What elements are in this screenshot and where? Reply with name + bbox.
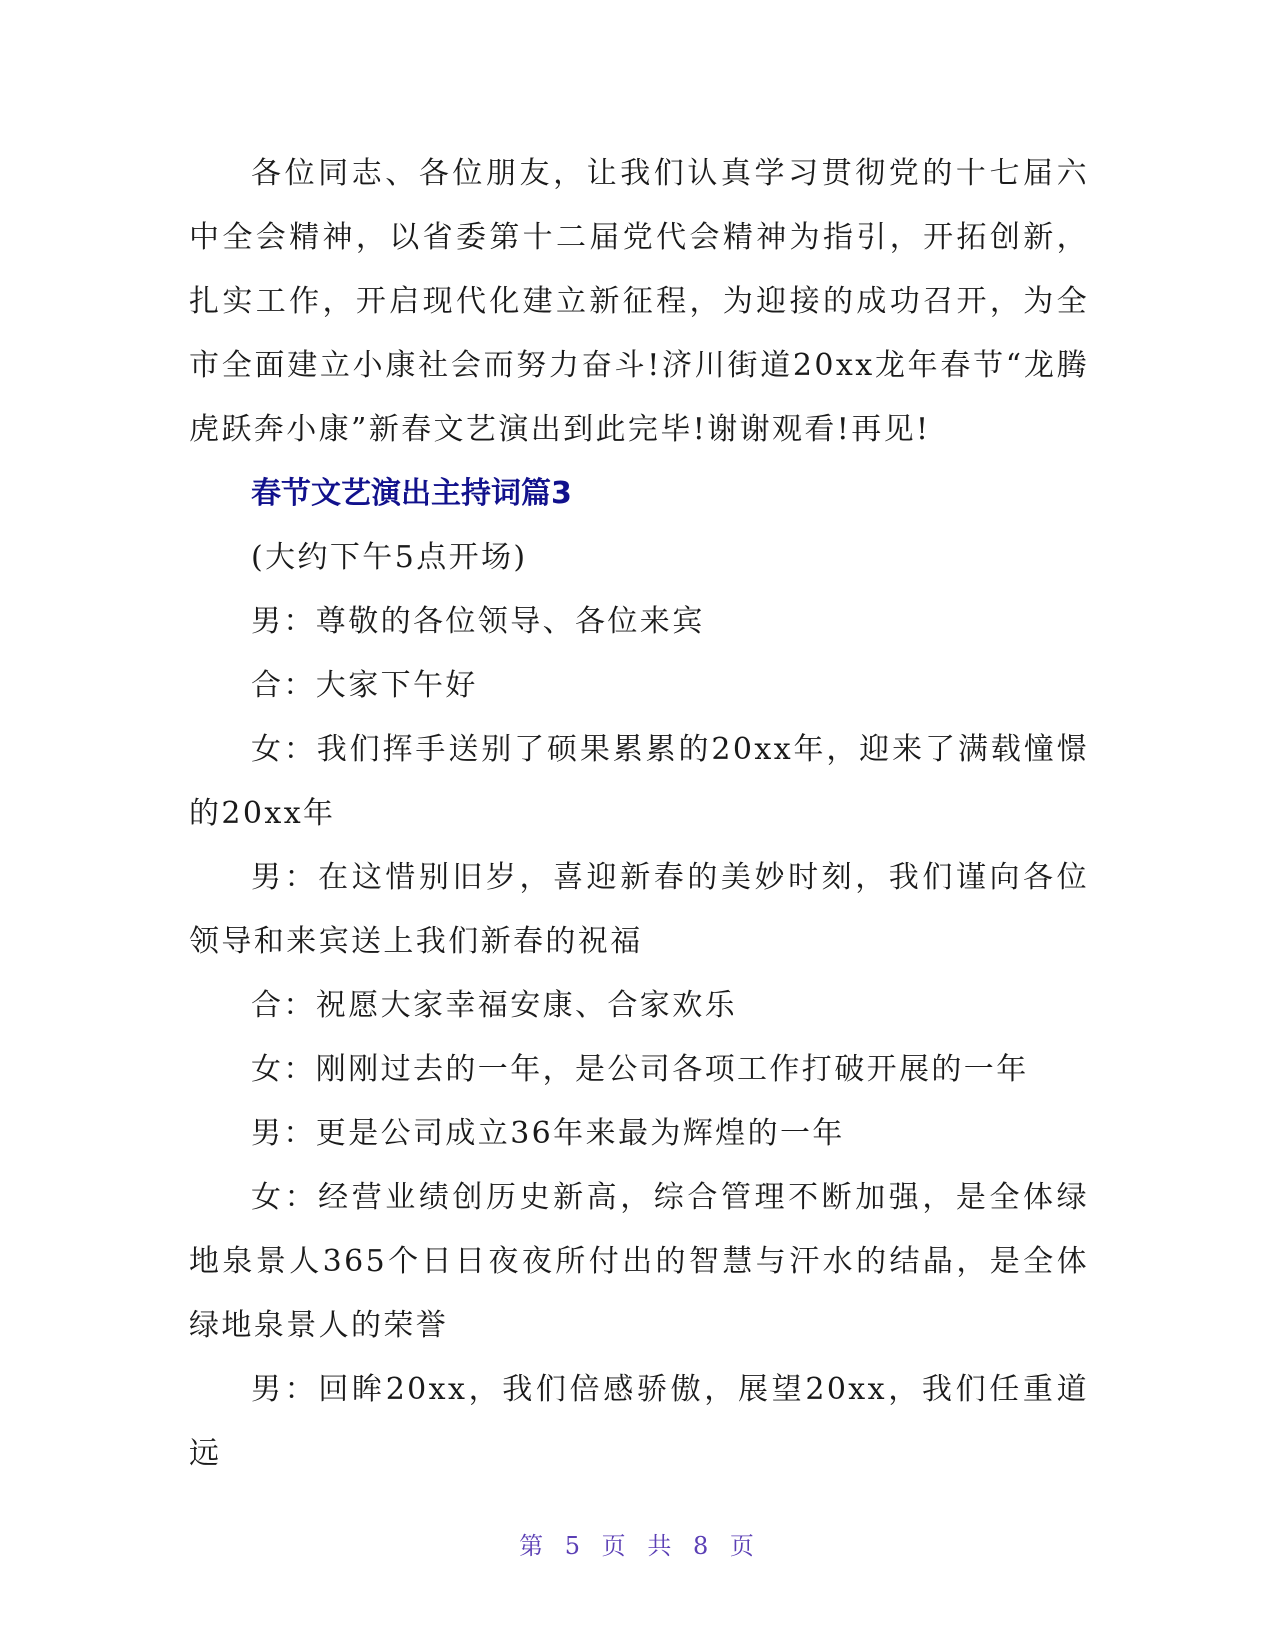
paragraph-together-1: 合：大家下午好 — [251, 668, 478, 703]
paragraph-male-1: 男：尊敬的各位领导、各位来宾 — [251, 604, 705, 639]
footer-page-current: 5 — [564, 1532, 583, 1560]
paragraph-male-4: 男：回眸20xx，我们倍感骄傲，展望20xx，我们任重道远 — [189, 1372, 1089, 1471]
closing-paragraph: 各位同志、各位朋友，让我们认真学习贯彻党的十七届六中全会精神，以省委第十二届党代会精神为指引，开拓创新，扎实工作，开启现代化建立新征程，为迎接的成功召开，为全市全面建立小康社会而努力奋斗!济川街道20xx龙年春节“龙腾虎跃奔小康”新春文艺演出到此完毕!谢谢观看!再见! — [189, 156, 1089, 447]
section-heading: 春节文艺演出主持词篇3 — [251, 476, 572, 511]
paragraph-female-2: 女：刚刚过去的一年，是公司各项工作打破开展的一年 — [251, 1052, 1029, 1087]
footer-page-total: 8 — [692, 1532, 711, 1560]
paragraph-start-time: (大约下午5点开场) — [251, 540, 528, 575]
page-number-footer — [0, 1526, 1275, 1561]
footer-label-gong: 共 — [647, 1532, 674, 1560]
footer-label-ye: 页 — [601, 1532, 628, 1560]
paragraph-male-3: 男：更是公司成立36年来最为辉煌的一年 — [251, 1116, 845, 1151]
footer-label-di: 第 — [519, 1532, 546, 1560]
document-body — [189, 142, 1089, 1486]
paragraph-female-1: 女：我们挥手送别了硕果累累的20xx年，迎来了满载憧憬的20xx年 — [189, 732, 1089, 831]
footer-label-ye2: 页 — [729, 1532, 756, 1560]
paragraph-together-2: 合：祝愿大家幸福安康、合家欢乐 — [251, 988, 737, 1023]
paragraph-male-2: 男：在这惜别旧岁，喜迎新春的美妙时刻，我们谨向各位领导和来宾送上我们新春的祝福 — [189, 860, 1089, 959]
paragraph-female-3: 女：经营业绩创历史新高，综合管理不断加强，是全体绿地泉景人365个日日夜夜所付出的智慧与汗水的结晶，是全体绿地泉景人的荣誉 — [189, 1180, 1089, 1343]
